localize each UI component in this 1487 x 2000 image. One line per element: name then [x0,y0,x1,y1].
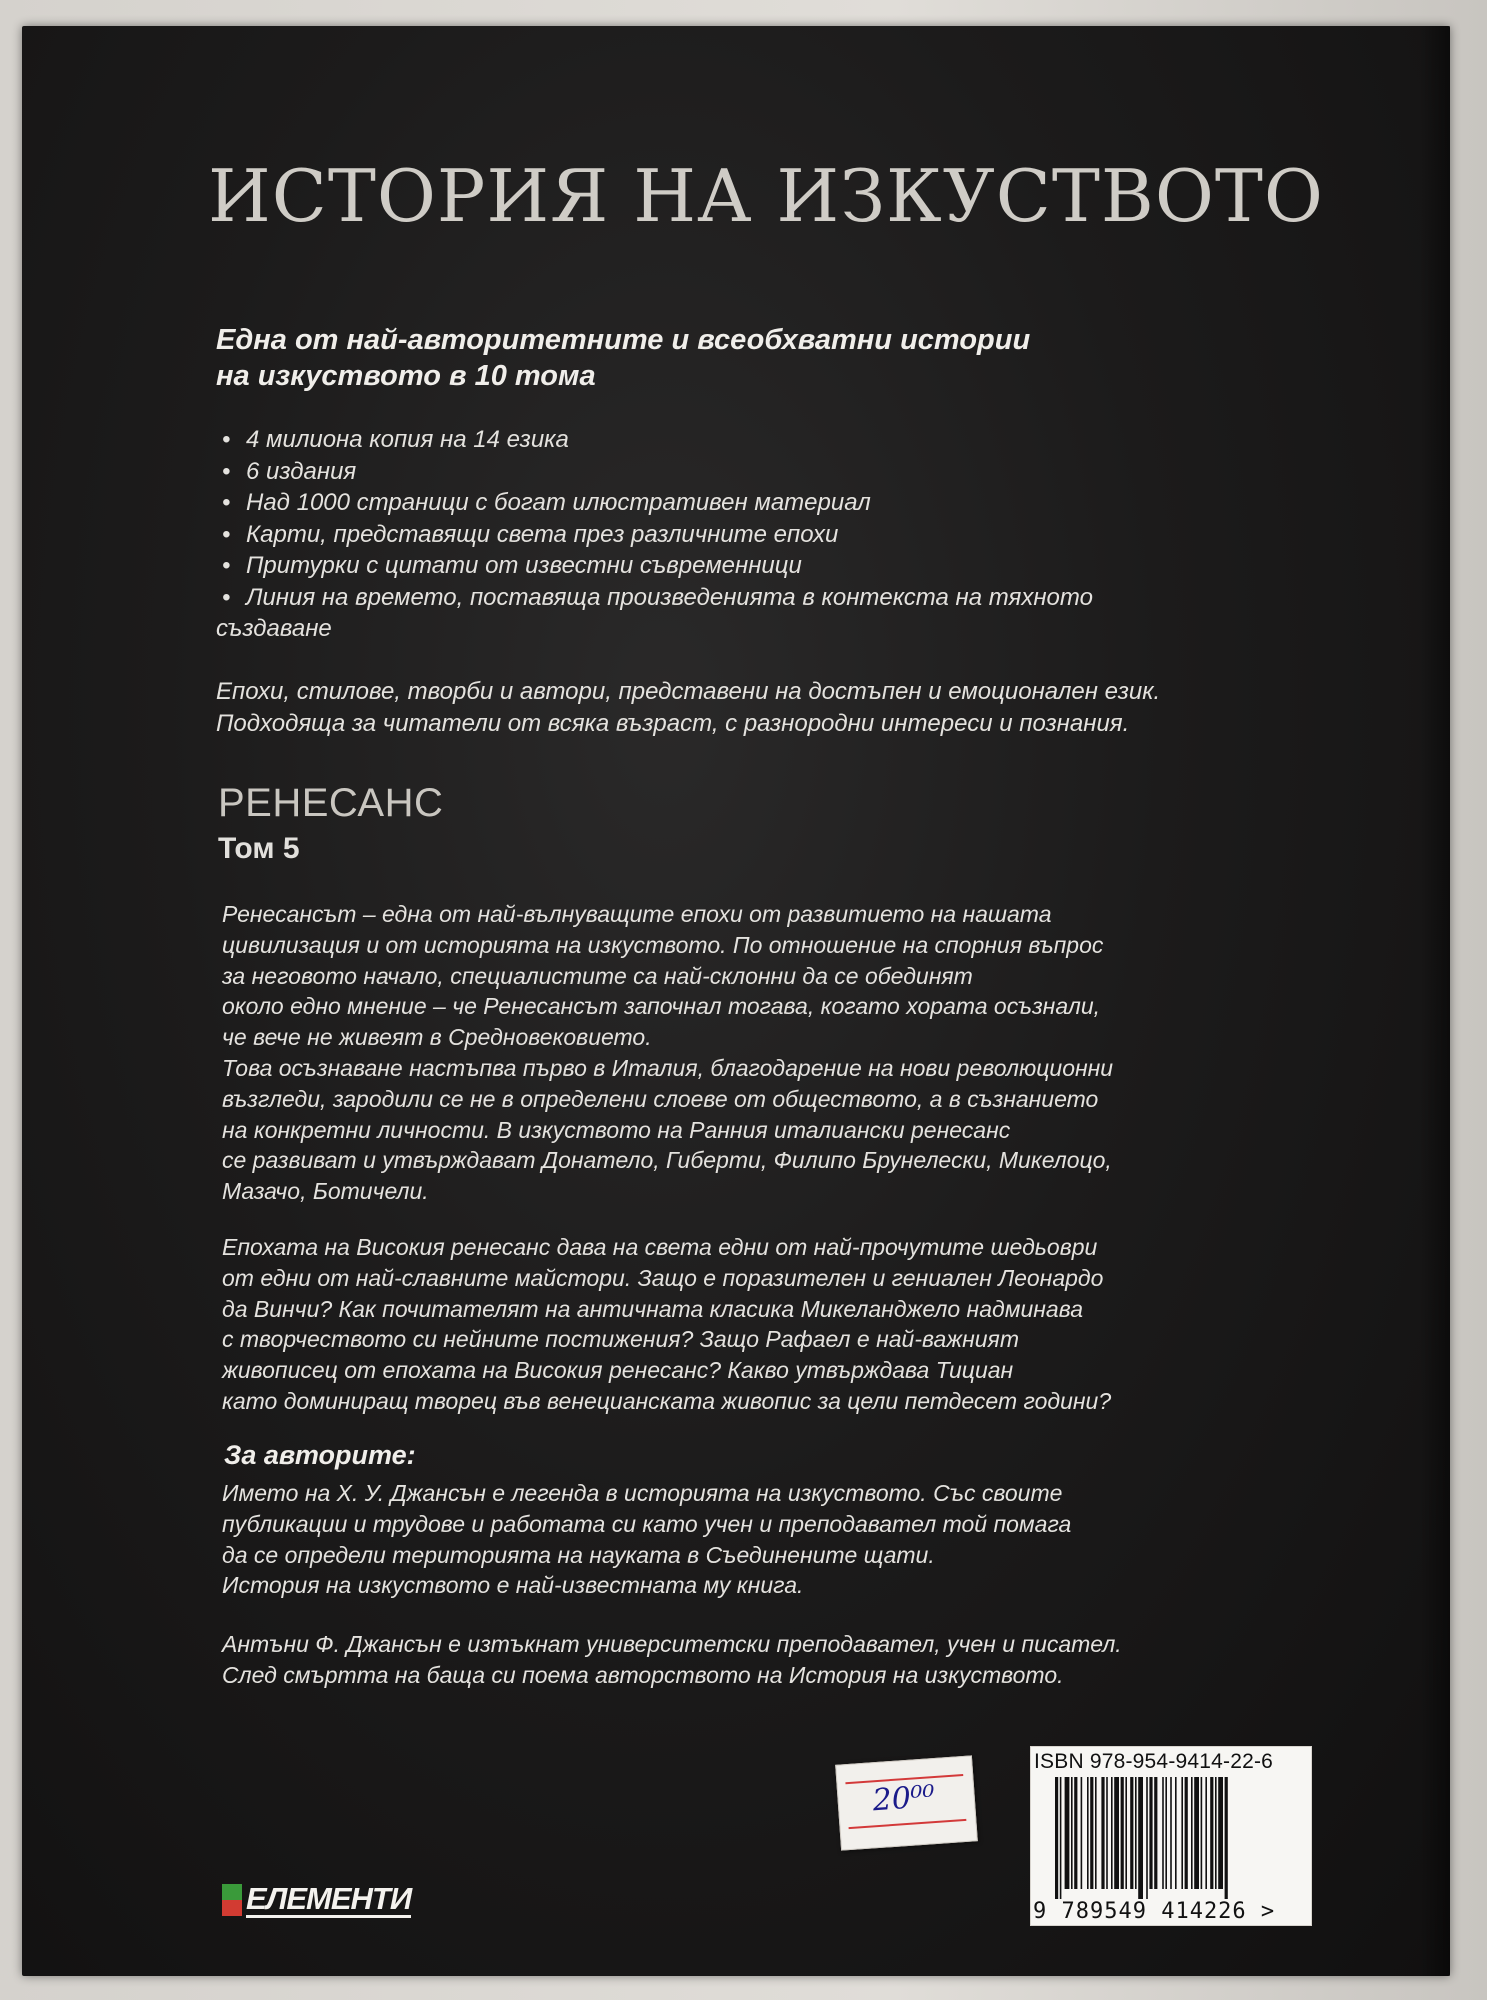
text-line: Името на Х. У. Джансън е легенда в историята на изкуството. Със своите [222,1480,1063,1506]
text-line: публикации и трудове и работата си като учен и преподавател той помага [222,1510,1072,1537]
text-line: Това осъзнаване настъпва първо в Италия, благодарение на нови революционни [222,1054,1114,1081]
feature-item [216,582,1296,614]
volume-label: Том 5 [218,832,300,865]
text-line: История на изкуството е най-известната му книга. [222,1572,804,1599]
subtitle-line: Една от най-авторитетните и всеобхватни истории [216,324,1031,356]
feature-text: 6 издания [246,457,357,485]
isbn-number: ISBN 978-954-9414-22-6 [1034,1750,1274,1773]
bullet-icon: • [222,583,231,611]
text-line: около едно мнение – че Ренесансът започнал тогава, когато хората осъзнали, [222,993,1101,1020]
book-back-cover [22,26,1450,1976]
bullet-icon: • [222,552,231,579]
intro-line: Епохи, стилове, творби и автори, представени на достъпен и емоционален език. [216,678,1161,705]
text-line: с творчеството си нейните постижения? Защо Рафаел е най-важният [222,1326,1019,1353]
text-line: Епохата на Високия ренесанс дава на света едни от най-прочутите шедьоври [222,1234,1098,1260]
text-line: Мазачо, Ботичели. [222,1178,429,1205]
author-janson-bio [222,1478,1302,1601]
text-line: се развиват и утвърждават Донатело, Гиберти, Филипо Брунелески, Микелоцо, [222,1147,1112,1174]
authors-heading: За авторите: [224,1440,416,1470]
bullet-icon: • [222,520,231,548]
feature-item [216,487,1296,519]
text-line: като доминиращ творец във венецианската живопис за цели петдесет години? [222,1387,1112,1414]
feature-text: Над 1000 страници с богат илюстративен материал [246,489,871,516]
feature-item [216,424,1296,456]
text-line: Ренесансът – една от най-вълнуващите епохи от развитието на нашата [222,901,1052,927]
bullet-icon: • [222,426,231,453]
text-line: че вече не живеят в Средновековието. [222,1024,652,1051]
text-line: възгледи, зародили се не в определени слоеве от обществото, а в съзнанието [222,1085,1099,1112]
text-line: да Винчи? Как почитателят на античната класика Микеланджело надминава [222,1295,1084,1322]
text-line: цивилизация и от историята на изкуството. По отношение на спорния въпрос [222,931,1104,958]
feature-text: Линия на времето, поставяща произведенията в контекста на тяхното [246,583,1093,611]
text-line: живописец от епохата на Високия ренесанс? Какво утвърждава Тициан [222,1357,1014,1384]
subtitle-line: на изкуството в 10 тома [216,360,596,392]
paragraph-high-renaissance [222,1232,1302,1417]
text-line: на конкретни личности. В изкуството на Ранния италиански ренесанс [222,1116,1011,1143]
text-line: След смъртта на баща си поема авторството на История на изкуството. [222,1661,1064,1688]
isbn-barcode [1030,1746,1312,1926]
barcode-icon [1055,1777,1295,1899]
text-line: Антъни Ф. Джансън е изтъкнат университетски преподавател, учен и писател. [222,1631,1122,1657]
feature-item [216,550,1296,582]
text-line: да се определи територията на науката в Съединените щати. [222,1541,935,1568]
feature-text: 4 милиона копия на 14 езика [246,426,569,453]
author-anthony-janson-bio [222,1629,1302,1691]
bullet-icon: • [222,489,231,516]
feature-text: Притурки с цитати от известни съвременници [246,552,802,579]
intro-text [216,676,1296,739]
subtitle [216,322,1266,394]
book-title: ИСТОРИЯ НА ИЗКУСТВОТО [208,154,1324,238]
section-heading: РЕНЕСАНС [218,781,444,825]
publisher-name: ЕЛЕМЕНТИ [246,1880,412,1916]
publisher-logo-icon [222,1884,242,1916]
price-sticker [835,1755,978,1850]
feature-continuation: създаване [216,615,332,642]
barcode-digits: 9 789549 414226 > [1033,1899,1276,1924]
feature-item [216,519,1296,551]
feature-item [216,456,1296,488]
paragraph-renaissance [222,899,1302,1207]
price-value: 20⁰⁰ [871,1779,937,1819]
spine-shadow [1420,26,1450,1976]
bullet-icon: • [222,457,231,485]
feature-list [216,424,1296,645]
price-sticker-line [849,1819,967,1829]
feature-text: Карти, представящи света през различните епохи [246,520,839,548]
intro-line: Подходяща за читатели от всяка възраст, с разнородни интереси и познания. [216,709,1130,737]
text-line: за неговото начало, специалистите са най-склонни да се обединят [222,962,973,989]
text-line: от едни от най-славните майстори. Защо е поразителен и гениален Леонардо [222,1264,1104,1291]
publisher-logo [222,1882,411,1918]
